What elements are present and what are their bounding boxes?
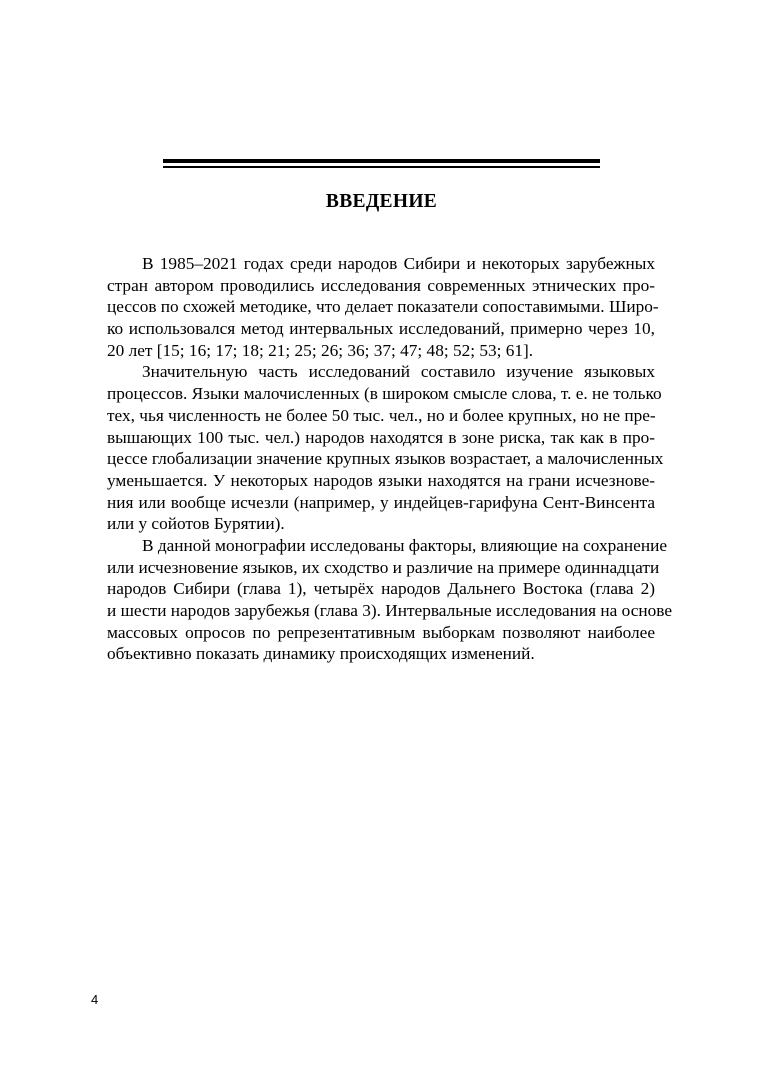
paragraph-3-line-3: народов Сибири (глава 1), четырёх народов Дальнего Востока (глава 2) xyxy=(107,579,655,599)
paragraph-3-line-4: и шести народов зарубежья (глава 3). Интервальные исследования на основе xyxy=(107,601,672,620)
paragraph-2-line-3: тех, чья численность не более 50 тыс. чел., но и более крупных, но не пре- xyxy=(107,405,656,425)
paragraph-2-line-7: ния или вообще исчезли (например, у индейцев-гарифуна Сент-Винсента xyxy=(107,492,655,512)
paragraph-2-line-6: уменьшается. У некоторых народов языки находятся на грани исчезнове- xyxy=(107,470,655,490)
paragraph-2-line-8: или у сойотов Бурятии). xyxy=(107,514,285,534)
paragraph-2-line-4: вышающих 100 тыс. чел.) народов находятся в зоне риска, так как в про- xyxy=(107,427,655,447)
paragraph-1-line-4: ко использовался метод интервальных исследований, примерно через 10, xyxy=(107,319,655,339)
paragraph-1-line-1: В 1985–2021 годах среди народов Сибири и некоторых зарубежных xyxy=(142,254,655,273)
paragraph-2-line-1: Значительную часть исследований составило изучение языковых xyxy=(142,362,655,382)
paragraph-1-line-5: 20 лет [15; 16; 17; 18; 21; 25; 26; 36; 37; 47; 48; 52; 53; 61]. xyxy=(107,340,534,360)
page-number: 4 xyxy=(91,992,99,1007)
page-title: ВВЕДЕНИЕ xyxy=(325,191,438,212)
paragraph-3-line-2: или исчезновение языков, их сходство и различие на примере одиннадцати xyxy=(107,557,660,577)
paragraph-1-line-3: цессов по схожей методике, что делает показатели сопоставимыми. Широ- xyxy=(107,297,659,317)
paragraph-1-line-2: стран автором проводились исследования современных этнических про- xyxy=(107,275,655,295)
paragraph-3-line-6: объективно показать динамику происходящих изменений. xyxy=(107,644,535,664)
body-text xyxy=(107,253,672,665)
title-rule-thick xyxy=(163,159,600,163)
paragraph-2-line-2: процессов. Языки малочисленных (в широком смысле слова, т. е. не только xyxy=(107,384,662,404)
title-rule-thin xyxy=(163,166,600,168)
paragraph-2-line-5: цессе глобализации значение крупных языков возрастает, а малочисленных xyxy=(107,449,664,469)
paragraph-3-line-5: массовых опросов по репрезентативным выборкам позволяют наиболее xyxy=(107,622,655,642)
paragraph-3-line-1: В данной монографии исследованы факторы, влияющие на сохранение xyxy=(142,535,668,555)
